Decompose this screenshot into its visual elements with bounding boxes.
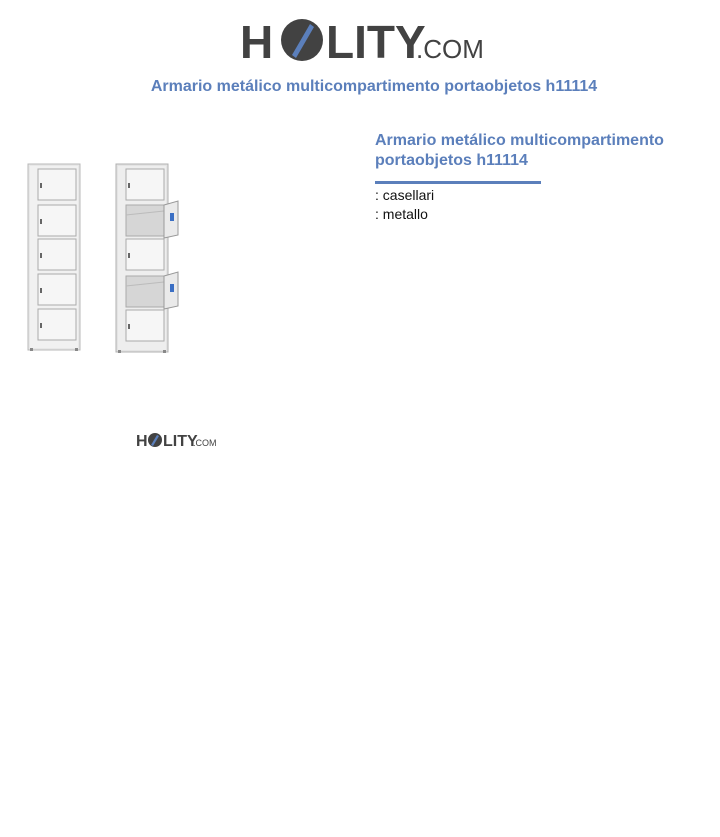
title-divider	[375, 181, 541, 184]
holity-logo[interactable]	[240, 10, 490, 68]
logo-o-emblem-icon	[281, 19, 323, 61]
svg-text:.COM: .COM	[416, 34, 484, 64]
spec-value: casellari	[382, 187, 435, 203]
svg-text:H: H	[136, 433, 148, 450]
spec-value: metallo	[382, 206, 428, 222]
holity-logo-small[interactable]	[136, 429, 216, 451]
svg-text:LITY: LITY	[326, 16, 426, 68]
logo-o-emblem-icon	[148, 433, 162, 447]
product-image	[20, 155, 190, 360]
page-title: Armario metálico multicompartimento portaobjetos h11114	[150, 78, 598, 95]
spec-list	[375, 186, 434, 224]
spec-separator: :	[375, 187, 383, 203]
svg-text:.COM: .COM	[193, 438, 216, 448]
locker-open	[116, 164, 178, 353]
spec-separator: :	[375, 206, 383, 222]
svg-text:LITY: LITY	[163, 433, 198, 450]
svg-text:H: H	[240, 16, 274, 68]
spec-row	[375, 205, 434, 224]
product-title: Armario metálico multicompartimento portaobjetos h11114	[375, 132, 664, 169]
locker-closed	[28, 164, 80, 351]
spec-row	[375, 186, 434, 205]
